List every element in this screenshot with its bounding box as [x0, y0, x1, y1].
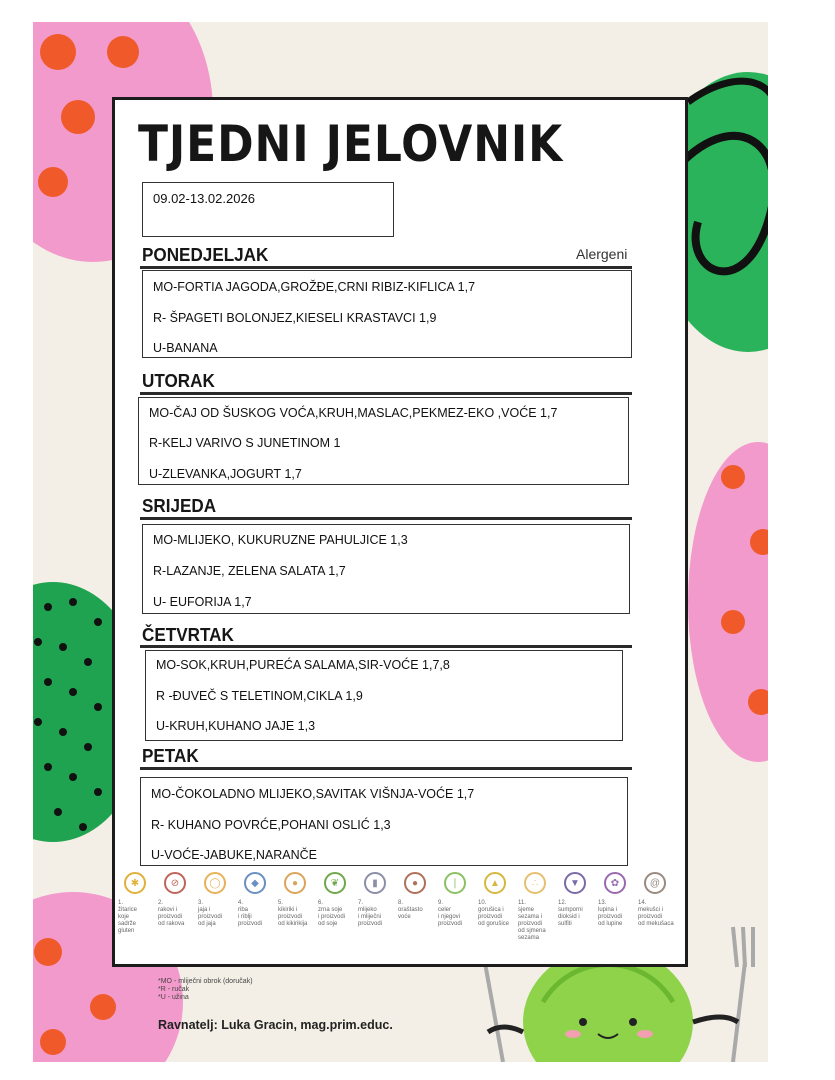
allergen-item — [118, 872, 160, 935]
day-divider — [140, 767, 632, 770]
meal-snack: U-BANANA — [153, 341, 218, 355]
day-divider — [140, 392, 632, 395]
legend-line: *U - užina — [158, 994, 189, 1001]
date-range-box — [142, 182, 394, 237]
nut-icon: ● — [404, 872, 426, 894]
allergen-label: 6. zrna soje i proizvodi od soje — [318, 900, 346, 927]
sulfite-icon: ▼ — [564, 872, 586, 894]
day-heading-friday: PETAK — [142, 746, 199, 766]
allergen-item — [198, 872, 240, 928]
day-heading-thursday: ČETVRTAK — [142, 625, 234, 645]
allergen-label: 8. oraštasto voće — [398, 900, 423, 920]
meal-lunch: R- ŠPAGETI BOLONJEZ,KIESELI KRASTAVCI 1,9 — [153, 311, 437, 325]
meal-breakfast: MO-ČOKOLADNO MLIJEKO,SAVITAK VIŠNJA-VOĆE 1,7 — [151, 787, 475, 801]
allergen-item — [598, 872, 640, 928]
lupin-icon: ✿ — [604, 872, 626, 894]
date-range: 09.02-13.02.2026 — [153, 191, 255, 206]
allergen-label: 3. jaja i proizvodi od jaja — [198, 900, 223, 927]
meal-breakfast: MO-FORTIA JAGODA,GROŽĐE,CRNI RIBIZ-KIFLICA 1,7 — [153, 280, 476, 294]
peanut-icon: ● — [284, 872, 306, 894]
allergen-item — [358, 872, 400, 928]
allergen-label: 11. sjeme sezama i proizvodi od sjmena sezama — [518, 900, 546, 941]
fish-icon: ◆ — [244, 872, 266, 894]
page-title: TJEDNI JELOVNIK — [138, 115, 564, 173]
allergen-label: 9. celer i njegovi proizvodi — [438, 900, 463, 927]
meal-abbreviation-legend — [158, 978, 253, 1002]
allergen-label: 5. kikiriki i proizvodi od kikirikija — [278, 900, 308, 927]
mustard-icon: ▲ — [484, 872, 506, 894]
day-heading-tuesday: UTORAK — [142, 371, 215, 391]
allergen-item — [158, 872, 200, 928]
allergen-item — [438, 872, 480, 928]
legend-line: *R - ručak — [158, 986, 190, 993]
soy-icon: ❦ — [324, 872, 346, 894]
allergen-label: 1. žitarice koje sadrže gluten — [118, 900, 138, 934]
allergen-item — [278, 872, 320, 928]
day-divider — [140, 517, 632, 520]
allergen-legend — [118, 872, 684, 952]
meal-box-wednesday — [142, 524, 630, 614]
meal-lunch: R -ĐUVEČ S TELETINOM,CIKLA 1,9 — [156, 689, 363, 703]
wheat-icon: ✱ — [124, 872, 146, 894]
day-divider — [140, 645, 632, 648]
allergen-label: 10. gorušica i proizvodi od gorušice — [478, 900, 510, 927]
crab-icon: ⊘ — [164, 872, 186, 894]
legend-line: *MO - mliječni obrok (doručak) — [158, 978, 253, 985]
allergen-label: 2. rakovi i proizvodi od rakova — [158, 900, 185, 927]
egg-icon: ◯ — [204, 872, 226, 894]
meal-box-tuesday — [138, 397, 629, 485]
allergen-item — [238, 872, 280, 928]
allergen-label: 4. riba i riblji proizvodi — [238, 900, 263, 927]
meal-breakfast: MO-MLIJEKO, KUKURUZNE PAHULJICE 1,3 — [153, 533, 408, 547]
day-divider — [140, 266, 632, 269]
allergen-item — [398, 872, 440, 921]
meal-box-monday — [142, 270, 632, 358]
allergen-label: 12. sumporni dioksid i sulfiti — [558, 900, 583, 927]
meal-lunch: R-LAZANJE, ZELENA SALATA 1,7 — [153, 564, 346, 578]
allergen-label: 7. mlijeko i mliječni proizvodi — [358, 900, 383, 927]
allergen-item — [478, 872, 520, 928]
allergen-item — [638, 872, 680, 928]
meal-lunch: R-KELJ VARIVO S JUNETINOM 1 — [149, 436, 341, 450]
day-heading-monday: PONEDJELJAK — [142, 245, 269, 265]
meal-snack: U-KRUH,KUHANO JAJE 1,3 — [156, 719, 316, 733]
milk-icon: ▮ — [364, 872, 386, 894]
meal-box-friday — [140, 777, 628, 866]
allergen-label: 14. mekušci i proizvodi od mekušaca — [638, 900, 674, 927]
meal-snack: U- EUFORIJA 1,7 — [153, 595, 252, 609]
meal-box-thursday — [145, 650, 623, 741]
meal-breakfast: MO-ČAJ OD ŠUSKOG VOĆA,KRUH,MASLAC,PEKMEZ-EKO ,VOĆE 1,7 — [149, 406, 558, 420]
meal-breakfast: MO-SOK,KRUH,PUREĆA SALAMA,SIR-VOĆE 1,7,8 — [156, 658, 450, 672]
sesame-icon: ∴ — [524, 872, 546, 894]
mollusc-icon: @ — [644, 872, 666, 894]
director-signature: Ravnatelj: Luka Gracin, mag.prim.educ. — [158, 1018, 393, 1032]
allergen-item — [318, 872, 360, 928]
allergen-item — [518, 872, 560, 942]
meal-lunch: R- KUHANO POVRĆE,POHANI OSLIĆ 1,3 — [151, 818, 391, 832]
meal-snack: U-ZLEVANKA,JOGURT 1,7 — [149, 467, 302, 481]
meal-snack: U-VOĆE-JABUKE,NARANČE — [151, 848, 317, 862]
celery-icon: ❘ — [444, 872, 466, 894]
allergens-label: Alergeni — [576, 246, 628, 262]
allergen-item — [558, 872, 600, 928]
allergen-label: 13. lupina i proizvodi od lupine — [598, 900, 623, 927]
day-heading-wednesday: SRIJEDA — [142, 496, 217, 516]
